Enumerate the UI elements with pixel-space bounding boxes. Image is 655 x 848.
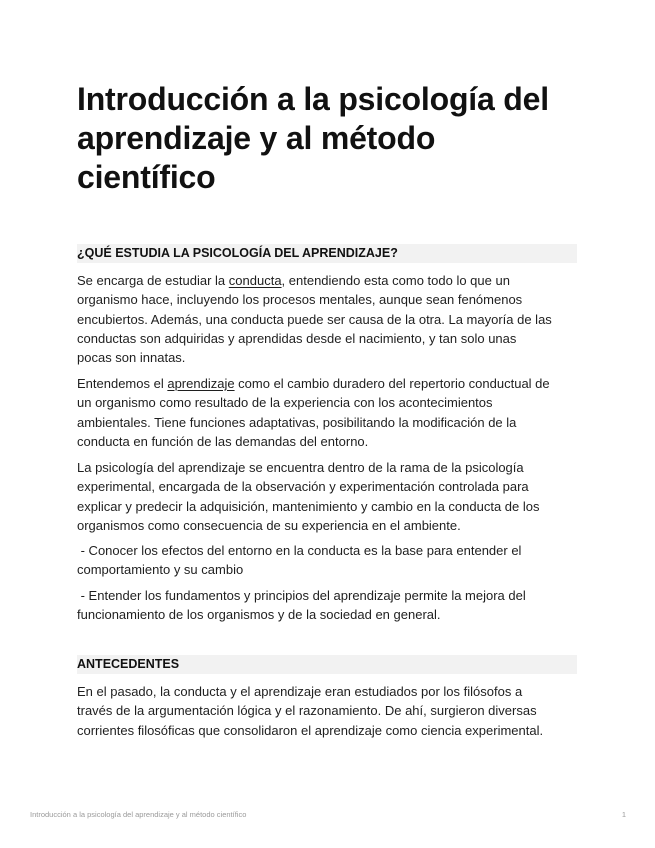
paragraph bbox=[77, 374, 582, 451]
text-line: - Conocer los efectos del entorno en la conducta es la base para entender el bbox=[77, 543, 522, 558]
text-line: explicar y predecir la adquisición, mantenimiento y cambio en la conducta de los bbox=[77, 498, 540, 514]
text-line: En el pasado, la conducta y el aprendizaje eran estudiados por los filósofos a bbox=[77, 684, 523, 699]
text-line: - Entender los fundamentos y principios del aprendizaje permite la mejora del bbox=[77, 588, 526, 603]
section-heading: ¿QUÉ ESTUDIA LA PSICOLOGÍA DEL APRENDIZAJE? bbox=[77, 244, 577, 263]
text-line: organismos como consecuencia de su experiencia en el ambiente. bbox=[77, 517, 461, 533]
bullet-paragraph bbox=[77, 541, 582, 580]
text-line: organismo hace, incluyendo los procesos mentales, aunque sean fenómenos bbox=[77, 292, 523, 308]
text-line: funcionamiento de los organismos y de la sociedad en general. bbox=[77, 607, 441, 623]
text-line: corrientes filosóficas que consolidaron el aprendizaje como ciencia experimental. bbox=[77, 722, 544, 738]
paragraph bbox=[77, 271, 582, 367]
text-line: conductas son adquiridas y aprendidas desde el nacimiento, y tan solo unas bbox=[77, 330, 517, 346]
text-line: través de la argumentación lógica y el razonamiento. De ahí, surgieron diversas bbox=[77, 703, 537, 719]
text-line: pocas son innatas. bbox=[77, 350, 186, 366]
title-line: Introducción a la psicología del bbox=[77, 81, 549, 117]
bullet-paragraph bbox=[77, 586, 582, 625]
text-line: Se encarga de estudiar la conducta, entendiendo esta como todo lo que un bbox=[77, 273, 510, 288]
text-line: ambientales. Tiene funciones adaptativas, posibilitando la modificación de la bbox=[77, 414, 517, 430]
footer-running-title: Introducción a la psicología del aprendizaje y al método científico bbox=[30, 810, 247, 819]
page-title bbox=[77, 80, 577, 197]
text-line: conducta en función de las demandas del entorno. bbox=[77, 433, 369, 449]
title-line: aprendizaje y al método bbox=[77, 120, 436, 156]
text-line: experimental, encargada de la observación y experimentación controlada para bbox=[77, 479, 529, 495]
text-line: un organismo como resultado de la experiencia con los acontecimientos bbox=[77, 395, 493, 411]
footer-page-number: 1 bbox=[621, 810, 626, 819]
text-line: Entendemos el aprendizaje como el cambio duradero del repertorio conductual de bbox=[77, 376, 550, 391]
text-line: comportamiento y su cambio bbox=[77, 562, 244, 578]
section-heading: ANTECEDENTES bbox=[77, 655, 577, 674]
text-line: La psicología del aprendizaje se encuentra dentro de la rama de la psicología bbox=[77, 460, 524, 475]
text-line: encubiertos. Además, una conducta puede ser causa de la otra. La mayoría de las bbox=[77, 311, 552, 327]
term-conducta: conducta bbox=[228, 273, 282, 288]
title-line: científico bbox=[77, 159, 216, 195]
paragraph bbox=[77, 682, 582, 740]
paragraph bbox=[77, 458, 582, 535]
term-aprendizaje: aprendizaje bbox=[167, 376, 235, 391]
